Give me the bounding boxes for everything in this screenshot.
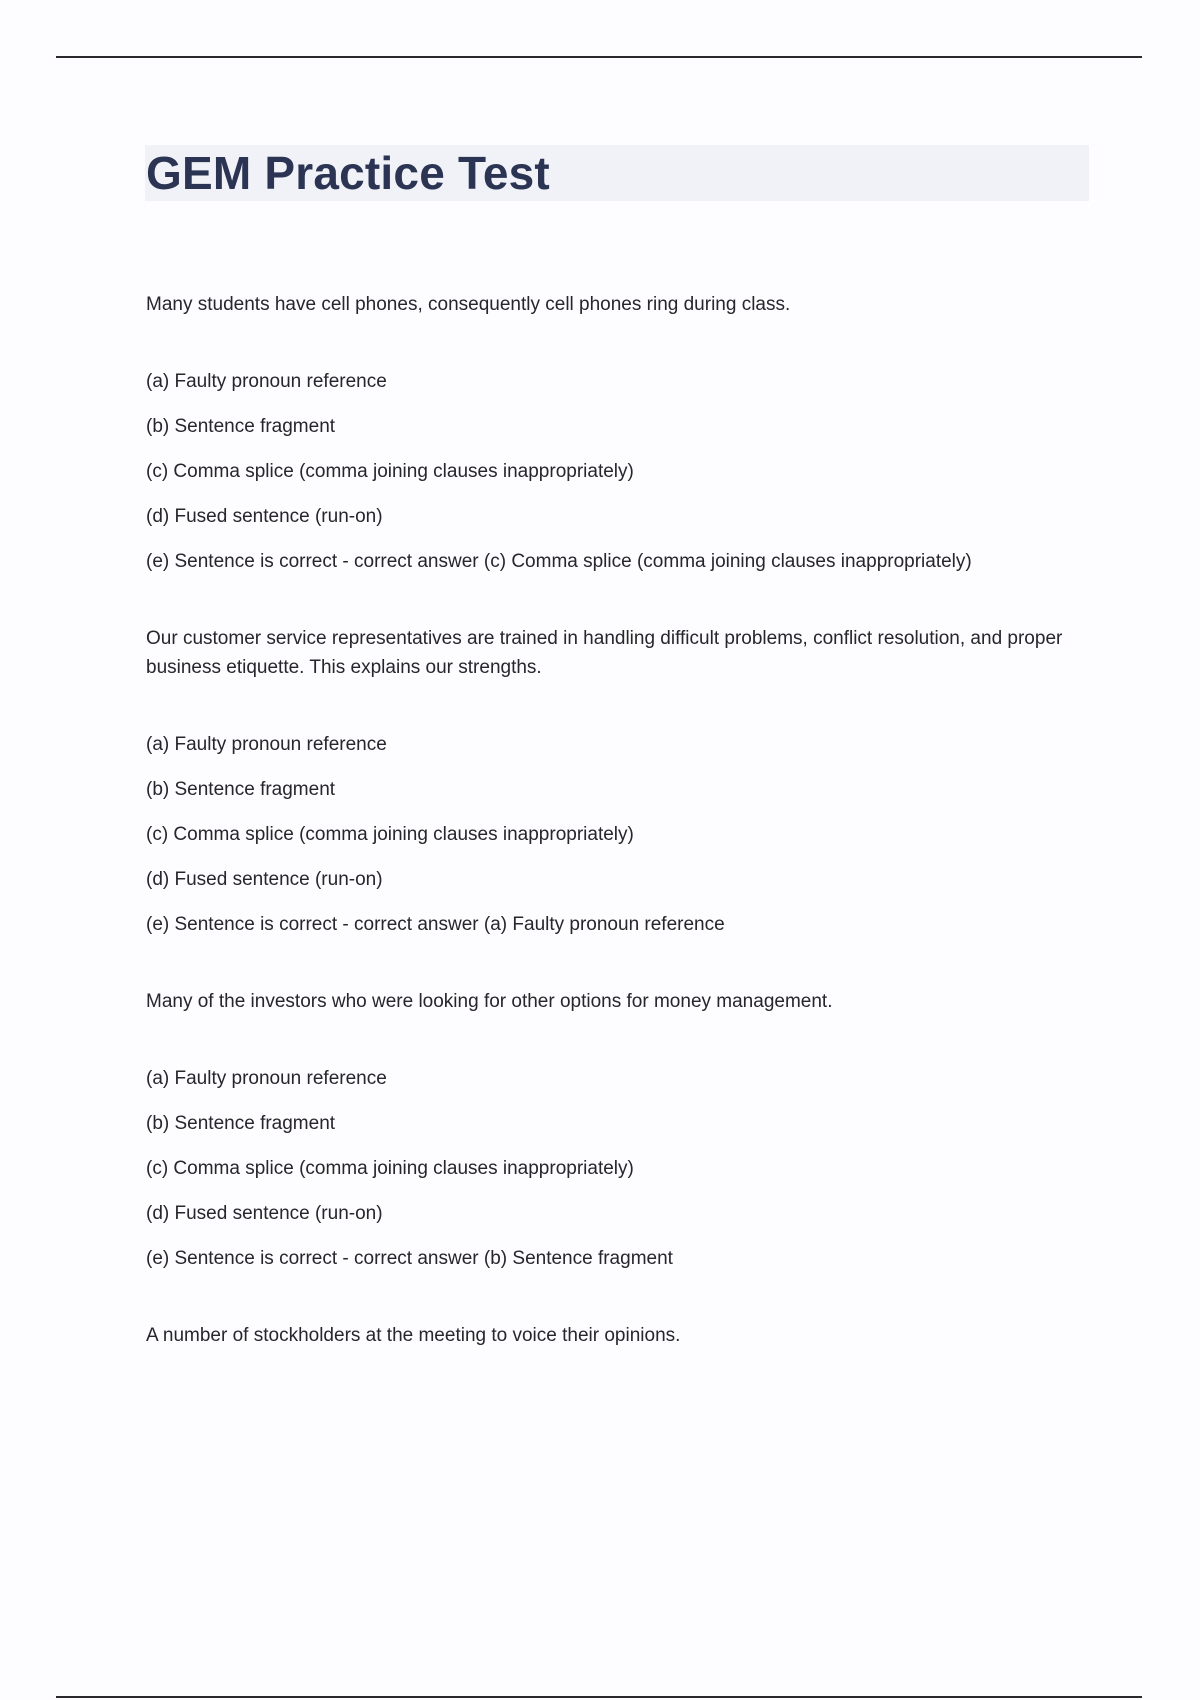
option-a: (a) Faulty pronoun reference [146,1068,387,1089]
option-list [146,367,1086,576]
option-c: (c) Comma splice (comma joining clauses inappropriately) [146,461,634,482]
option-b: (b) Sentence fragment [146,779,336,800]
top-rule [56,56,1142,58]
option-e-with-answer: (e) Sentence is correct - correct answer (a) Faulty pronoun reference [146,914,725,935]
option-c: (c) Comma splice (comma joining clauses inappropriately) [146,824,634,845]
bottom-rule [56,1696,1142,1698]
option-d: (d) Fused sentence (run-on) [146,1203,383,1224]
question-block-4 [146,1321,1086,1350]
option-d: (d) Fused sentence (run-on) [146,869,383,890]
question-text: Many students have cell phones, consequently cell phones ring during class. [146,294,791,315]
option-b: (b) Sentence fragment [146,1113,336,1134]
question-text: A number of stockholders at the meeting to voice their opinions. [146,1325,681,1346]
option-a: (a) Faulty pronoun reference [146,371,387,392]
question-text: Many of the investors who were looking for other options for money management. [146,991,833,1012]
option-d: (d) Fused sentence (run-on) [146,506,383,527]
page-title: GEM Practice Test [146,147,550,199]
option-list [146,1064,1086,1273]
question-block-3 [146,987,1086,1273]
question-block-1 [146,290,1086,576]
option-a: (a) Faulty pronoun reference [146,734,387,755]
option-list [146,730,1086,939]
option-e-with-answer: (e) Sentence is correct - correct answer (c) Comma splice (comma joining clauses inappropriately) [146,551,972,572]
option-c: (c) Comma splice (comma joining clauses inappropriately) [146,1158,634,1179]
question-block-2 [146,624,1086,939]
test-content [146,290,1086,1398]
option-b: (b) Sentence fragment [146,416,336,437]
option-e-with-answer: (e) Sentence is correct - correct answer (b) Sentence fragment [146,1248,673,1269]
question-text: Our customer service representatives are trained in handling difficult problems, conflict resolution, and proper business etiquette. This explains our strengths. [146,628,1063,678]
